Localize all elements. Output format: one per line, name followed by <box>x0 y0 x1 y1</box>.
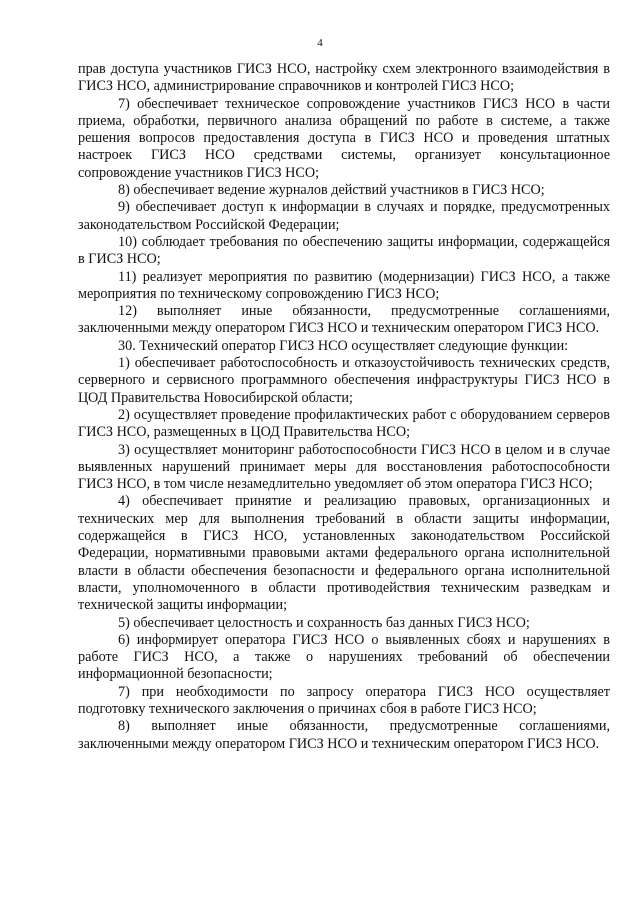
paragraph-item-9: 9) обеспечивает доступ к информации в случаях и порядке, предусмотренных законодательством Российской Федерации; <box>78 199 610 233</box>
section-30-item-2: 2) осуществляет проведение профилактических работ с оборудованием серверов ГИСЗ НСО, размещенных в ЦОД Правительства НСО; <box>78 406 610 441</box>
section-30-item-1: 1) обеспечивает работоспособность и отказоустойчивость технических средств, серверного и сервисного программного обеспечения инфраструктуры ГИСЗ НСО в ЦОД Правительства Новосибирской области; <box>78 355 610 406</box>
section-30-item-5: 5) обеспечивает целостность и сохранность баз данных ГИСЗ НСО; <box>118 614 530 631</box>
section-30-item-6: 6) информирует оператора ГИСЗ НСО о выявленных сбоях и нарушениях в работе ГИСЗ НСО, а также о нарушениях требований об обеспечении информационной безопасности; <box>78 631 610 683</box>
page-number: 4 <box>317 37 323 49</box>
section-30-item-4: 4) обеспечивает принятие и реализацию правовых, организационных и технических мер для выполнения требований в области защиты информации, содержащейся в ГИСЗ НСО, установленных законодательством Российской Федерации, нормативными правовыми актами федерального органа исполнительной власти в области обеспечения безопасности и федерального органа исполнительной власти, уполномоченного в области противодействия техническим разведкам и технической защиты информации; <box>78 493 610 614</box>
paragraph-item-8: 8) обеспечивает ведение журналов действий участников в ГИСЗ НСО; <box>118 182 545 199</box>
paragraph-continuation: прав доступа участников ГИСЗ НСО, настройку схем электронного взаимодействия в ГИСЗ НСО, администрирование справочников и контролей ГИСЗ НСО; <box>78 61 610 95</box>
section-30-heading: 30. Технический оператор ГИСЗ НСО осуществляет следующие функции: <box>118 337 569 354</box>
paragraph-item-11: 11) реализует мероприятия по развитию (модернизации) ГИСЗ НСО, а также мероприятия по техническому сопровождению ГИСЗ НСО; <box>78 268 610 302</box>
paragraph-item-12: 12) выполняет иные обязанности, предусмотренные соглашениями, заключенными между оператором ГИСЗ НСО и техническим оператором ГИСЗ НСО. <box>78 303 610 337</box>
section-30-item-8: 8) выполняет иные обязанности, предусмотренные соглашениями, заключенными между оператором ГИСЗ НСО и техническим оператором ГИСЗ НСО. <box>78 718 610 752</box>
section-30-item-7: 7) при необходимости по запросу оператора ГИСЗ НСО осуществляет подготовку технического заключения о причинах сбоя в работе ГИСЗ НСО; <box>78 683 610 717</box>
section-30-item-3: 3) осуществляет мониторинг работоспособности ГИСЗ НСО в целом и в случае выявленных нарушений принимает меры для восстановления работоспособности ГИСЗ НСО, в том числе незамедлительно уведомляет об этом оператора ГИСЗ НСО; <box>78 441 610 493</box>
paragraph-item-10: 10) соблюдает требования по обеспечению защиты информации, содержащейся в ГИСЗ НСО; <box>78 233 610 268</box>
document-body <box>78 61 610 753</box>
paragraph-item-7: 7) обеспечивает техническое сопровождение участников ГИСЗ НСО в части приема, обработки, первичного анализа обращений по работе в системе, а также решения вопросов предоставления доступа в ГИСЗ НСО и проведения штатных настроек ГИСЗ НСО средствами системы, организует консультационное сопровождение участников ГИСЗ НСО; <box>78 95 610 181</box>
